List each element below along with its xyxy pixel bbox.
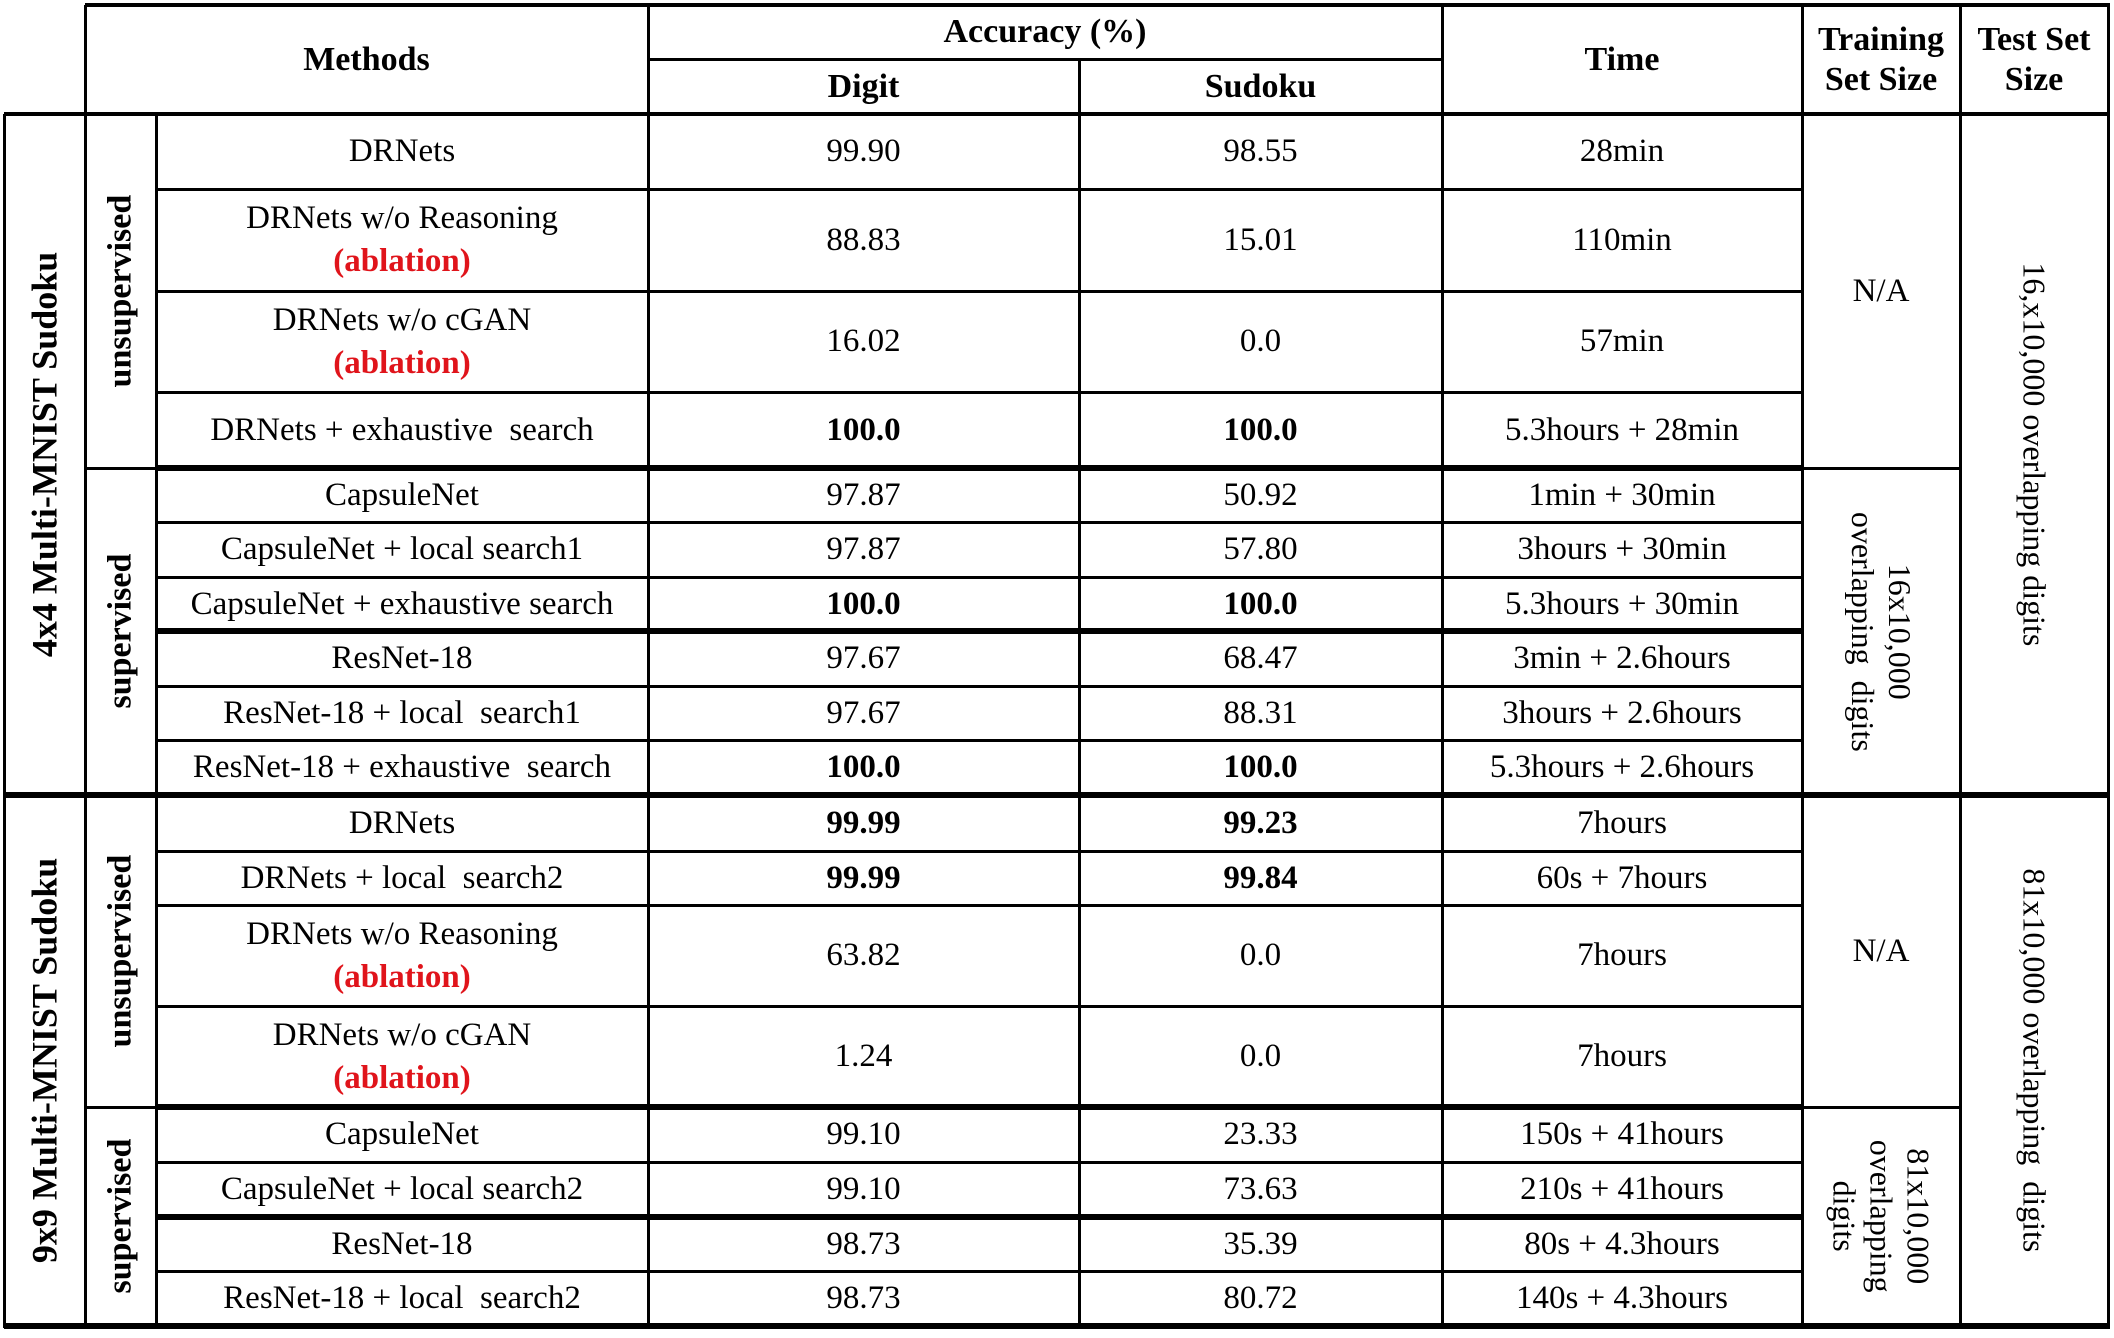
column-divider — [1959, 114, 1962, 1328]
sudoku-accuracy-cell — [1079, 851, 1442, 905]
time-value: 80s + 4.3hours — [1524, 1225, 1720, 1262]
subgroup-label: supervised — [101, 554, 139, 709]
training-set-size-label — [1844, 512, 1918, 752]
row-divider — [4, 112, 2110, 116]
digit-accuracy-value: 97.67 — [826, 640, 901, 677]
header-sudoku-label: Sudoku — [1204, 67, 1317, 105]
row-divider — [85, 3, 2110, 7]
sudoku-accuracy-cell — [1079, 1271, 1442, 1326]
column-divider — [647, 114, 650, 1328]
column-divider — [1441, 5, 1444, 116]
sudoku-accuracy-cell — [1079, 686, 1442, 740]
subgroup-label-cell — [85, 114, 156, 468]
sudoku-accuracy-value: 68.47 — [1223, 640, 1298, 677]
sudoku-accuracy-cell — [1079, 1217, 1442, 1271]
header-methods-label: Methods — [303, 40, 430, 78]
time-value: 3hours + 2.6hours — [1502, 694, 1742, 731]
method-cell — [156, 114, 648, 189]
digit-accuracy-cell — [648, 1006, 1079, 1107]
digit-accuracy-cell — [648, 522, 1079, 577]
training-set-size-cell — [1802, 1107, 1960, 1326]
digit-accuracy-cell — [648, 1162, 1079, 1217]
column-divider — [1078, 114, 1081, 1328]
test-set-size-cell — [1960, 114, 2108, 795]
method-name: DRNets w/o cGAN — [272, 1016, 532, 1053]
digit-accuracy-cell — [648, 392, 1079, 468]
time-cell — [1442, 1162, 1802, 1217]
time-cell — [1442, 1271, 1802, 1326]
sudoku-accuracy-value: 100.0 — [1223, 749, 1298, 786]
digit-accuracy-cell — [648, 851, 1079, 905]
row-divider — [1802, 467, 1962, 470]
method-name: CapsuleNet — [325, 1116, 479, 1153]
row-divider — [156, 739, 1804, 742]
time-value: 150s + 41hours — [1520, 1116, 1724, 1153]
time-cell — [1442, 1006, 1802, 1107]
row-divider — [156, 904, 1804, 907]
time-cell — [1442, 851, 1802, 905]
column-divider — [1801, 5, 1804, 116]
sudoku-accuracy-cell — [1079, 291, 1442, 392]
digit-accuracy-value: 100.0 — [826, 411, 901, 448]
subgroup-label-cell — [85, 795, 156, 1107]
row-divider — [156, 290, 1804, 293]
training-set-size-cell — [1802, 468, 1960, 795]
sudoku-accuracy-value: 0.0 — [1239, 937, 1282, 974]
method-name: CapsuleNet + exhaustive search — [190, 585, 614, 622]
time-value: 140s + 4.3hours — [1515, 1280, 1729, 1317]
column-divider — [2107, 114, 2110, 1328]
digit-accuracy-value: 98.73 — [826, 1225, 901, 1262]
ablation-note: (ablation) — [333, 1059, 471, 1096]
digit-accuracy-cell — [648, 795, 1079, 851]
training-set-size-value: N/A — [1852, 272, 1910, 309]
training-set-size-line: 81x10,000 — [1900, 1148, 1937, 1285]
row-divider — [4, 792, 2110, 798]
sudoku-accuracy-value: 35.39 — [1223, 1225, 1298, 1262]
method-with-note — [246, 913, 558, 999]
header-digit — [648, 59, 1079, 114]
subgroup-label-cell — [85, 1107, 156, 1326]
method-cell — [156, 1107, 648, 1162]
training-set-size-label — [1826, 1140, 1936, 1293]
subgroup-label: unsupervised — [101, 194, 139, 388]
row-divider — [156, 188, 1804, 191]
sudoku-accuracy-value: 99.84 — [1223, 859, 1298, 896]
row-divider — [156, 1270, 1804, 1273]
row-divider — [156, 685, 1804, 688]
row-divider — [156, 1214, 1804, 1220]
header-test-set-size — [1960, 5, 2108, 114]
digit-accuracy-cell — [648, 631, 1079, 686]
method-cell — [156, 686, 648, 740]
training-set-size-line: overlapping digits — [1845, 511, 1881, 752]
time-value: 7hours — [1577, 1038, 1667, 1075]
subgroup-label: supervised — [101, 1139, 139, 1294]
group-label-cell — [4, 114, 85, 795]
column-divider — [1959, 5, 1962, 116]
group-label-cell — [4, 795, 85, 1326]
training-set-size-value: N/A — [1852, 932, 1910, 969]
sudoku-accuracy-value: 57.80 — [1223, 531, 1298, 568]
time-cell — [1442, 686, 1802, 740]
method-with-note — [246, 197, 558, 283]
subgroup-label-cell — [85, 468, 156, 795]
method-cell — [156, 1271, 648, 1326]
method-cell — [156, 1162, 648, 1217]
time-cell — [1442, 468, 1802, 522]
header-sudoku — [1079, 59, 1442, 114]
digit-accuracy-value: 97.87 — [826, 476, 901, 513]
time-value: 5.3hours + 2.6hours — [1489, 749, 1755, 786]
sudoku-accuracy-cell — [1079, 522, 1442, 577]
ablation-note: (ablation) — [333, 958, 471, 995]
test-set-size-cell — [1960, 795, 2108, 1326]
digit-accuracy-value: 99.90 — [826, 133, 901, 170]
time-value: 28min — [1579, 133, 1665, 170]
row-divider — [156, 465, 1804, 471]
digit-accuracy-value: 99.10 — [826, 1171, 901, 1208]
time-cell — [1442, 522, 1802, 577]
row-divider — [156, 1104, 1804, 1110]
header-digit-label: Digit — [827, 67, 900, 105]
sudoku-accuracy-value: 15.01 — [1223, 221, 1298, 258]
method-cell — [156, 522, 648, 577]
sudoku-accuracy-value: 99.23 — [1223, 804, 1298, 841]
sudoku-accuracy-value: 0.0 — [1239, 323, 1282, 360]
ablation-note: (ablation) — [333, 344, 471, 381]
column-divider — [84, 114, 87, 1328]
time-value: 57min — [1579, 323, 1665, 360]
sudoku-accuracy-value: 73.63 — [1223, 1171, 1298, 1208]
time-cell — [1442, 1217, 1802, 1271]
test-set-size-label: 81x10,000 overlapping digits — [2016, 868, 2053, 1253]
training-set-size-line: overlapping — [1863, 1140, 1900, 1293]
time-cell — [1442, 577, 1802, 631]
time-cell — [1442, 291, 1802, 392]
header-time-label: Time — [1584, 40, 1660, 78]
method-cell — [156, 1006, 648, 1107]
digit-accuracy-cell — [648, 291, 1079, 392]
header-accuracy — [648, 5, 1442, 59]
digit-accuracy-value: 99.99 — [826, 804, 901, 841]
digit-accuracy-cell — [648, 189, 1079, 291]
sudoku-accuracy-cell — [1079, 1107, 1442, 1162]
header-training-line: Training — [1818, 21, 1944, 59]
header-time — [1442, 5, 1802, 114]
time-cell — [1442, 795, 1802, 851]
column-divider — [155, 114, 158, 1328]
time-value: 110min — [1572, 221, 1672, 258]
sudoku-accuracy-cell — [1079, 905, 1442, 1006]
sudoku-accuracy-value: 100.0 — [1223, 585, 1298, 622]
sudoku-accuracy-cell — [1079, 189, 1442, 291]
row-divider — [85, 1106, 158, 1109]
method-name: DRNets w/o Reasoning — [246, 915, 558, 952]
time-value: 7hours — [1577, 937, 1667, 974]
time-cell — [1442, 1107, 1802, 1162]
time-value: 5.3hours + 28min — [1504, 411, 1740, 448]
method-name: CapsuleNet + local search2 — [220, 1171, 584, 1208]
digit-accuracy-cell — [648, 1107, 1079, 1162]
sudoku-accuracy-cell — [1079, 577, 1442, 631]
column-divider — [3, 114, 6, 1328]
time-cell — [1442, 392, 1802, 468]
sudoku-accuracy-cell — [1079, 795, 1442, 851]
column-divider — [1078, 59, 1081, 116]
sudoku-accuracy-value: 80.72 — [1223, 1280, 1298, 1317]
method-name: ResNet-18 + local search1 — [223, 694, 581, 731]
method-name: DRNets — [348, 133, 456, 170]
row-divider — [85, 467, 158, 470]
sudoku-accuracy-value: 50.92 — [1223, 476, 1298, 513]
group-label: 9x9 Multi-MNIST Sudoku — [24, 857, 65, 1264]
method-name: CapsuleNet — [325, 476, 479, 513]
time-cell — [1442, 189, 1802, 291]
time-cell — [1442, 905, 1802, 1006]
method-cell — [156, 291, 648, 392]
method-with-note — [273, 1014, 531, 1100]
method-name: ResNet-18 — [331, 1225, 473, 1262]
digit-accuracy-value: 100.0 — [826, 749, 901, 786]
column-divider — [1801, 114, 1804, 1328]
method-with-note — [273, 299, 531, 385]
row-divider — [1802, 1106, 1962, 1109]
digit-accuracy-cell — [648, 905, 1079, 1006]
sudoku-accuracy-value: 23.33 — [1223, 1116, 1298, 1153]
digit-accuracy-value: 97.67 — [826, 694, 901, 731]
subgroup-label: unsupervised — [101, 854, 139, 1048]
digit-accuracy-cell — [648, 1217, 1079, 1271]
sudoku-accuracy-cell — [1079, 631, 1442, 686]
sudoku-accuracy-cell — [1079, 392, 1442, 468]
sudoku-accuracy-cell — [1079, 1006, 1442, 1107]
method-cell — [156, 577, 648, 631]
method-name: DRNets w/o cGAN — [272, 301, 532, 338]
row-divider — [4, 1323, 2110, 1329]
method-name: ResNet-18 — [331, 640, 473, 677]
digit-accuracy-cell — [648, 114, 1079, 189]
header-methods — [85, 5, 648, 114]
row-divider — [156, 391, 1804, 394]
digit-accuracy-cell — [648, 577, 1079, 631]
row-divider — [156, 1161, 1804, 1164]
method-name: ResNet-18 + local search2 — [223, 1280, 581, 1317]
sudoku-accuracy-cell — [1079, 740, 1442, 795]
sudoku-accuracy-cell — [1079, 114, 1442, 189]
method-cell — [156, 631, 648, 686]
training-set-size-line: 16x10,000 — [1881, 563, 1918, 700]
time-value: 7hours — [1577, 804, 1667, 841]
sudoku-accuracy-cell — [1079, 468, 1442, 522]
time-value: 5.3hours + 30min — [1504, 585, 1740, 622]
header-test-line: Size — [2004, 60, 2064, 98]
method-name: DRNets w/o Reasoning — [246, 200, 558, 237]
digit-accuracy-value: 99.99 — [826, 859, 901, 896]
digit-accuracy-value: 100.0 — [826, 585, 901, 622]
method-cell — [156, 905, 648, 1006]
sudoku-accuracy-value: 0.0 — [1239, 1038, 1282, 1075]
training-set-size-line: digits — [1826, 1180, 1863, 1253]
digit-accuracy-cell — [648, 1271, 1079, 1326]
training-set-size-cell — [1802, 795, 1960, 1107]
digit-accuracy-value: 88.83 — [826, 221, 901, 258]
method-cell — [156, 1217, 648, 1271]
time-value: 60s + 7hours — [1536, 859, 1708, 896]
group-label: 4x4 Multi-MNIST Sudoku — [24, 251, 65, 658]
method-cell — [156, 189, 648, 291]
method-name: DRNets — [348, 804, 456, 841]
row-divider — [648, 58, 1444, 61]
time-cell — [1442, 631, 1802, 686]
time-cell — [1442, 114, 1802, 189]
column-divider — [1441, 114, 1444, 1328]
sudoku-accuracy-value: 100.0 — [1223, 411, 1298, 448]
row-divider — [156, 576, 1804, 579]
digit-accuracy-value: 98.73 — [826, 1280, 901, 1317]
digit-accuracy-value: 16.02 — [826, 323, 901, 360]
test-set-size-label: 16,x10,000 overlapping digits — [2016, 262, 2053, 647]
method-name: DRNets + local search2 — [240, 859, 564, 896]
method-cell — [156, 392, 648, 468]
digit-accuracy-cell — [648, 686, 1079, 740]
row-divider — [156, 1005, 1804, 1008]
digit-accuracy-value: 99.10 — [826, 1116, 901, 1153]
column-divider — [84, 5, 87, 116]
digit-accuracy-cell — [648, 740, 1079, 795]
sudoku-accuracy-value: 98.55 — [1223, 133, 1298, 170]
method-cell — [156, 795, 648, 851]
method-cell — [156, 740, 648, 795]
column-divider — [2107, 5, 2110, 116]
time-value: 1min + 30min — [1528, 476, 1716, 513]
method-cell — [156, 851, 648, 905]
method-name: ResNet-18 + exhaustive search — [192, 749, 612, 786]
row-divider — [156, 628, 1804, 634]
time-cell — [1442, 740, 1802, 795]
header-training-label — [1818, 20, 1944, 98]
digit-accuracy-value: 63.82 — [826, 937, 901, 974]
column-divider — [647, 5, 650, 116]
ablation-note: (ablation) — [333, 243, 471, 279]
digit-accuracy-value: 1.24 — [834, 1038, 893, 1075]
time-value: 210s + 41hours — [1520, 1171, 1724, 1208]
method-name: DRNets + exhaustive search — [210, 411, 594, 448]
header-training-set-size — [1802, 5, 1960, 114]
header-training-line: Set Size — [1824, 60, 1938, 98]
digit-accuracy-cell — [648, 468, 1079, 522]
sudoku-accuracy-value: 88.31 — [1223, 694, 1298, 731]
time-value: 3min + 2.6hours — [1513, 640, 1731, 677]
sudoku-accuracy-cell — [1079, 1162, 1442, 1217]
header-test-label — [1977, 20, 2090, 98]
digit-accuracy-value: 97.87 — [826, 531, 901, 568]
method-cell — [156, 468, 648, 522]
row-divider — [156, 850, 1804, 853]
method-name: CapsuleNet + local search1 — [220, 531, 584, 568]
time-value: 3hours + 30min — [1517, 531, 1727, 568]
row-divider — [156, 521, 1804, 524]
header-test-line: Test Set — [1977, 21, 2091, 59]
training-set-size-cell — [1802, 114, 1960, 468]
header-accuracy-label: Accuracy (%) — [943, 13, 1147, 51]
